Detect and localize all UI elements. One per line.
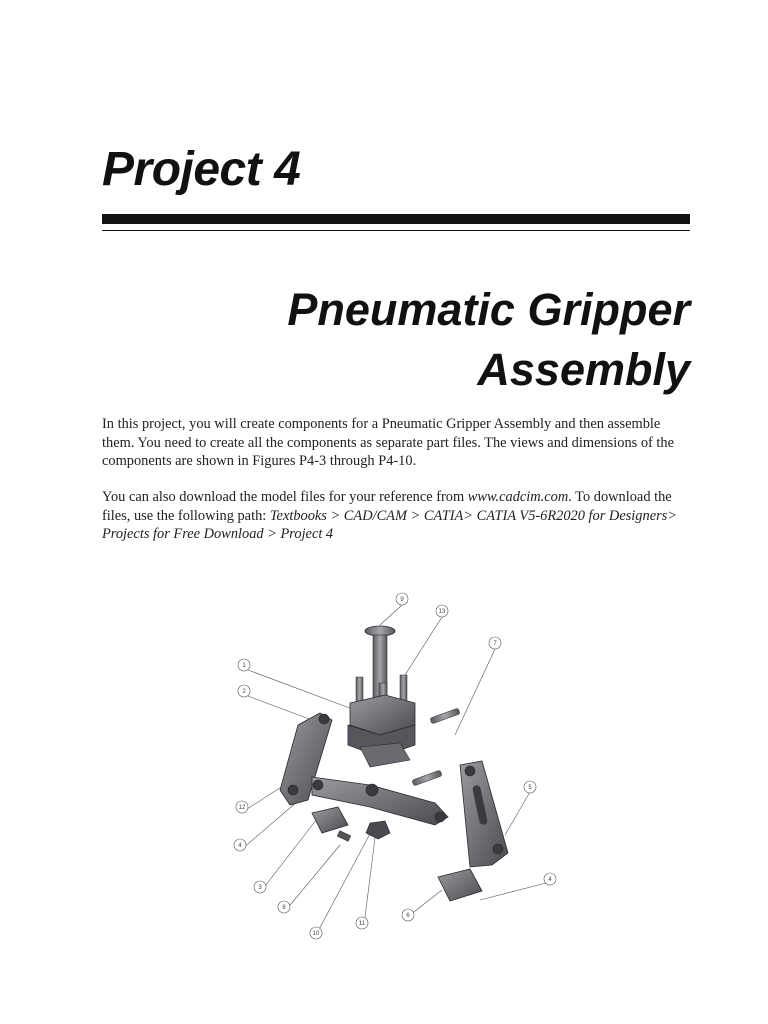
gripper-assembly-drawing — [220, 585, 560, 945]
pin-upper — [430, 708, 460, 724]
gripper-assembly-figure — [220, 585, 560, 945]
intro-paragraph: In this project, you will create components for a Pneumatic Gripper Assembly and then assemble them. You need to create all the components as separate part files. The views and dimensions of the components are shown in Figures P4-3 through P4-10. — [102, 416, 675, 469]
project-title-line1: Pneumatic Gripper — [287, 284, 690, 335]
download-path: Textbooks > CAD/CAM > CATIA> CATIA V5-6R2020 for Designers> Projects for Free Download > Project 4 — [102, 507, 677, 542]
callout-label: 10 — [312, 931, 320, 937]
project-title — [130, 280, 690, 400]
callout-label: 7 — [493, 641, 497, 647]
right-jaw — [438, 869, 482, 901]
title-rule-thick — [102, 214, 690, 224]
pin-lower — [412, 770, 442, 786]
callout-label: 12 — [238, 805, 246, 811]
callout-label: 13 — [438, 609, 446, 615]
callout-label: 1 — [242, 663, 246, 669]
download-text-1: You can also download the model files for your reference from — [102, 489, 468, 505]
callout-label: 2 — [242, 689, 246, 695]
callouts — [234, 593, 556, 939]
piston-head — [365, 626, 395, 636]
download-text-2: . To download the files, use the following path: — [102, 489, 672, 524]
project-title-line2: Assembly — [477, 344, 690, 395]
callout-label: 11 — [358, 921, 366, 927]
nut — [366, 821, 390, 839]
callout-label: 4 — [238, 843, 242, 849]
project-label: Project 4 — [102, 143, 301, 196]
callout-label: 8 — [282, 905, 286, 911]
callout-label: 4 — [548, 877, 552, 883]
callout-label: 9 — [400, 597, 404, 603]
callout-label: 6 — [406, 913, 410, 919]
callout-label: 5 — [528, 785, 532, 791]
download-url: www.cadcim.com — [467, 489, 569, 505]
left-jaw — [312, 807, 348, 833]
download-paragraph — [102, 488, 692, 544]
title-rule-thin — [102, 230, 690, 231]
callout-label: 3 — [258, 885, 262, 891]
